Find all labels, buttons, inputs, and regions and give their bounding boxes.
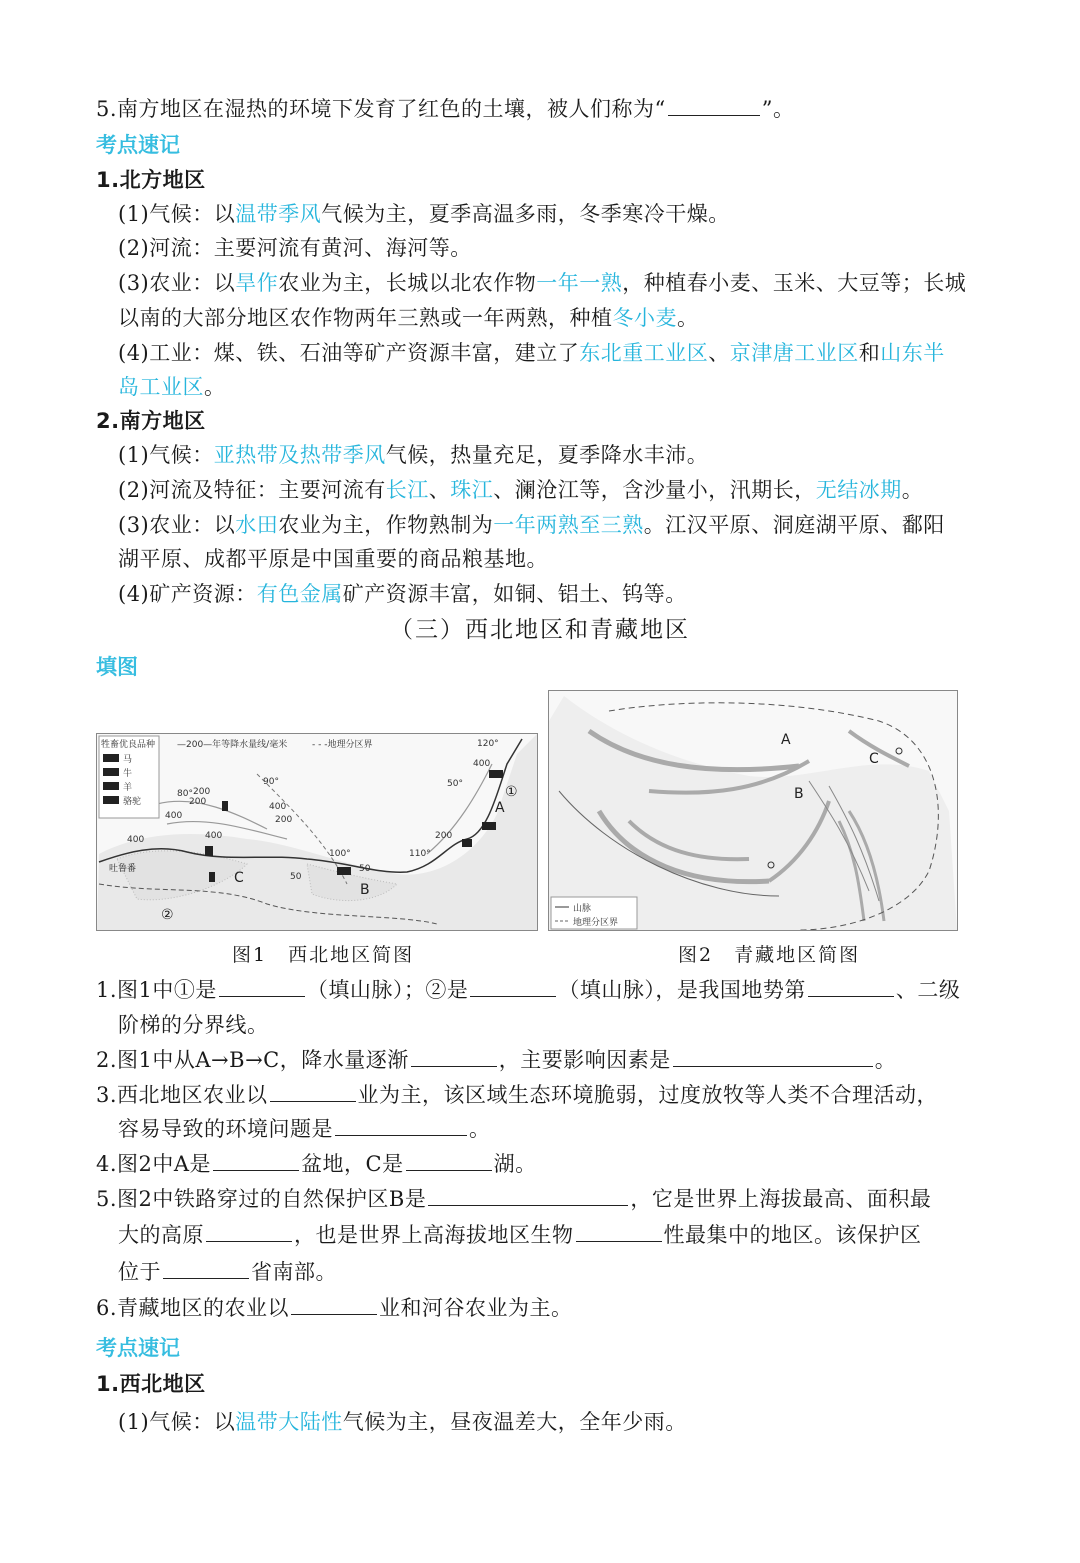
question-5-line3: 位于 省南部。: [118, 1260, 337, 1284]
question-2: 2.图1中从A→B→C，降水量逐渐 ，主要影响因素是 。: [96, 1048, 897, 1072]
svg-text:400: 400: [205, 831, 223, 841]
key-term: 有色金属: [256, 582, 343, 606]
question-1-line1: 1.图1中①是 （填山脉）；②是 （填山脉），是我国地势第 、二级: [96, 978, 961, 1002]
svg-text:50: 50: [359, 864, 371, 874]
svg-text:400: 400: [165, 811, 183, 821]
svg-text:90°: 90°: [263, 777, 279, 787]
question-3-line2: 容易导致的环境问题是 。: [118, 1117, 491, 1141]
answer-blank[interactable]: [668, 97, 760, 116]
svg-text:120°: 120°: [477, 739, 499, 749]
section-heading: 考点速记: [96, 133, 180, 157]
map-label-b: B: [794, 786, 804, 802]
northwest-climate: (1)气候：以温带大陆性气候为主，昼夜温差大，全年少雨。: [118, 1410, 687, 1434]
question-text: 5.南方地区在湿热的环境下发育了红色的土壤，被人们称为“: [96, 97, 666, 121]
key-term: 东北重工业区: [579, 341, 709, 365]
answer-blank[interactable]: [406, 1152, 492, 1171]
figure-2-caption: 图2 青藏地区简图: [678, 944, 861, 966]
map-label-circle-1: ①: [505, 784, 518, 800]
map-city-label: 吐鲁番: [109, 864, 137, 874]
north-river: (2)河流：主要河流有黄河、海河等。: [118, 236, 472, 260]
answer-blank[interactable]: [219, 978, 305, 997]
question-6: 6.青藏地区的农业以 业和河谷农业为主。: [96, 1296, 573, 1320]
key-term: 一年两熟至三熟: [493, 513, 644, 537]
answer-blank[interactable]: [673, 1048, 873, 1067]
south-river: (2)河流及特征：主要河流有长江、珠江、澜沧江等，含沙量小，汛期长，无结冰期。: [118, 478, 924, 502]
svg-text:400: 400: [269, 802, 287, 812]
qinghai-tibet-map: [548, 690, 958, 931]
question-3-line1: 3.西北地区农业以 业为主，该区域生态环境脆弱，过度放牧等人类不合理活动，: [96, 1083, 939, 1107]
svg-text:50°: 50°: [447, 779, 463, 789]
svg-text:50: 50: [290, 872, 302, 882]
legend-cattle: 牛: [123, 769, 133, 779]
map-label-a: A: [781, 732, 791, 748]
map-label-a: A: [495, 800, 505, 816]
north-agri-line1: (3)农业：以旱作农业为主，长城以北农作物一年一熟，种植春小麦、玉米、大豆等；长城: [118, 271, 967, 295]
svg-text:100°: 100°: [329, 849, 351, 859]
key-term: 冬小麦: [612, 306, 677, 330]
svg-text:200: 200: [275, 815, 293, 825]
key-term: 一年一熟: [536, 271, 623, 295]
question-5-line1: 5.图2中铁路穿过的自然保护区B是 ，它是世界上海拔最高、面积最: [96, 1187, 932, 1211]
map-label-c: C: [234, 870, 244, 886]
northwest-map: [96, 733, 538, 931]
answer-blank[interactable]: [470, 978, 556, 997]
map-label-c: C: [869, 751, 879, 767]
legend-isohyet: —200—年等降水量线/毫米: [177, 740, 288, 750]
key-term: 京津唐工业区: [729, 341, 859, 365]
svg-text:400: 400: [127, 835, 145, 845]
legend-boundary: - - -地理分区界: [312, 740, 373, 750]
answer-blank[interactable]: [335, 1117, 467, 1136]
question-5-line2: 大的高原 ，也是世界上高海拔地区生物 性最集中的地区。该保护区: [118, 1223, 922, 1247]
legend-boundary: 地理分区界: [573, 918, 619, 928]
answer-blank[interactable]: [291, 1296, 377, 1315]
answer-blank[interactable]: [270, 1083, 356, 1102]
key-term: 长江: [385, 478, 429, 502]
map-label-b: B: [360, 882, 370, 898]
key-term: 温带季风: [235, 202, 322, 226]
north-industry-line1: (4)工业：煤、铁、石油等矿产资源丰富，建立了东北重工业区、京津唐工业区和山东半: [118, 341, 945, 365]
northwest-title: 1.西北地区: [96, 1372, 206, 1396]
key-term: 珠江: [450, 478, 494, 502]
svg-text:80°: 80°: [177, 789, 193, 799]
key-term: 山东半: [880, 341, 945, 365]
legend-camel: 骆驼: [123, 797, 142, 807]
south-climate: (1)气候：亚热带及热带季风气候，热量充足，夏季降水丰沛。: [118, 443, 709, 467]
key-term: 岛工业区: [118, 375, 204, 399]
key-term: 旱作: [235, 271, 279, 295]
south-mineral: (4)矿产资源：有色金属矿产资源丰富，如铜、铝土、钨等。: [118, 582, 687, 606]
svg-text:200: 200: [435, 831, 453, 841]
answer-blank[interactable]: [808, 978, 894, 997]
question-1-line2: 阶梯的分界线。: [118, 1013, 269, 1037]
answer-blank[interactable]: [576, 1223, 662, 1242]
key-term: 温带大陆性: [235, 1410, 343, 1434]
answer-blank[interactable]: [428, 1187, 628, 1206]
section-heading: 考点速记: [96, 1336, 180, 1360]
north-industry-line2: 岛工业区。: [118, 375, 226, 399]
svg-text:110°: 110°: [409, 849, 431, 859]
prev-question-5: [96, 92, 966, 126]
question-4: 4.图2中A是 盆地，C是 湖。: [96, 1152, 537, 1176]
south-agri-line1: (3)农业：以水田农业为主，作物熟制为一年两熟至三熟。江汉平原、洞庭湖平原、鄱阳: [118, 513, 945, 537]
answer-blank[interactable]: [213, 1152, 299, 1171]
fill-map-heading: 填图: [96, 655, 138, 679]
south-title: 2.南方地区: [96, 409, 206, 433]
answer-blank[interactable]: [411, 1048, 497, 1067]
map-label-circle-2: ②: [161, 907, 174, 923]
legend-mountain: 山脉: [573, 904, 592, 914]
svg-text:200: 200: [189, 797, 207, 807]
key-term: 无结冰期: [815, 478, 902, 502]
legend-sheep: 羊: [123, 783, 133, 793]
key-term: 水田: [235, 513, 279, 537]
figure-1-caption: 图1 西北地区简图: [232, 944, 415, 966]
north-title: 1.北方地区: [96, 168, 206, 192]
question-text: ”。: [761, 97, 795, 121]
svg-text:400: 400: [473, 759, 491, 769]
legend-title: 牲畜优良品种: [101, 740, 156, 750]
answer-blank[interactable]: [206, 1223, 292, 1242]
answer-blank[interactable]: [163, 1260, 249, 1279]
north-agri-line2: 以南的大部分地区农作物两年三熟或一年两熟，种植冬小麦。: [118, 306, 699, 330]
svg-text:200: 200: [193, 787, 211, 797]
north-climate: (1)气候：以温带季风气候为主，夏季高温多雨，冬季寒冷干燥。: [118, 202, 730, 226]
legend-horse: 马: [123, 755, 133, 765]
south-agri-line2: 湖平原、成都平原是中国重要的商品粮基地。: [118, 547, 548, 571]
section-3-title: （三）西北地区和青藏地区: [390, 617, 690, 643]
key-term: 亚热带及热带季风: [213, 443, 386, 467]
